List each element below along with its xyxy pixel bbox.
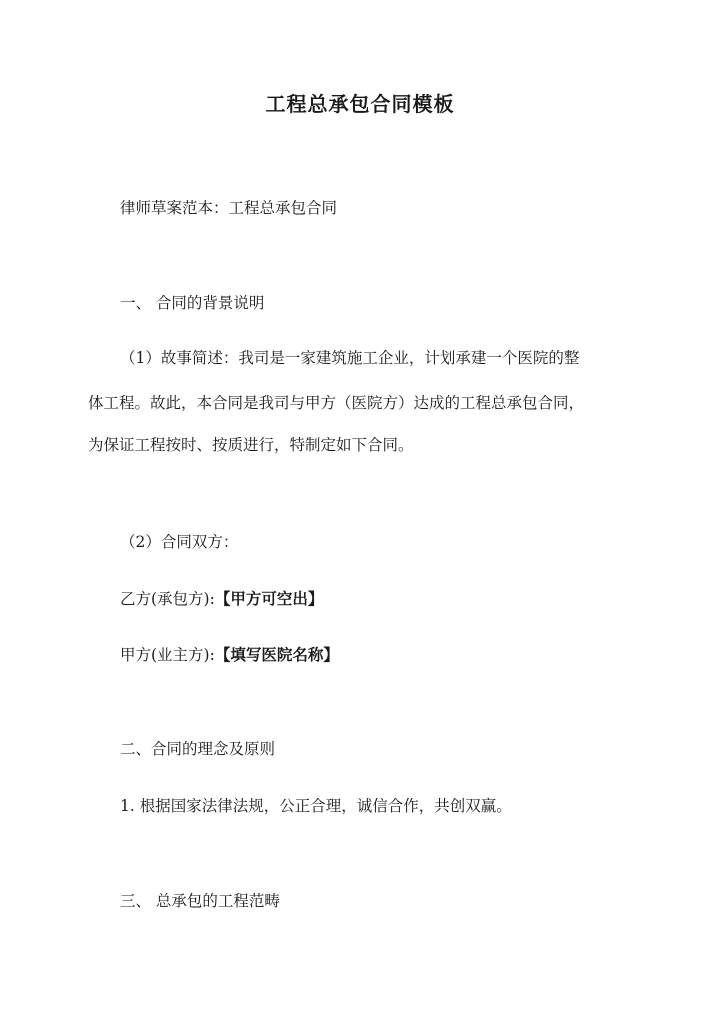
party-b-line [120, 588, 323, 610]
party-a-label: 甲方(业主方): [120, 646, 215, 664]
party-a-line [120, 644, 339, 666]
party-a-value: 【填写医院名称】 [214, 645, 339, 664]
story-line-3: 为保证工程按时、按质进行，特制定如下合同。 [88, 436, 414, 454]
party-b-label: 乙方(承包方): [120, 590, 215, 608]
parties-heading: （2）合同双方： [120, 533, 239, 551]
story-line-2: 体工程。故此，本合同是我司与甲方（医院方）达成的工程总承包合同， [88, 394, 585, 412]
document-title: 工程总承包合同模板 [265, 92, 455, 116]
section3-heading: 三、 总承包的工程范畴 [120, 892, 280, 910]
section2-heading: 二、合同的理念及原则 [120, 740, 276, 758]
section1-heading: 一、 合同的背景说明 [120, 294, 265, 312]
document-subtitle: 律师草案范本：工程总承包合同 [120, 199, 338, 217]
section2-item-1: 1. 根据国家法律法规，公正合理，诚信合作，共创双赢。 [120, 797, 512, 815]
story-line-1: （1）故事简述：我司是一家建筑施工企业，计划承建一个医院的整 [120, 349, 580, 367]
party-b-value: 【甲方可空出】 [214, 589, 324, 608]
